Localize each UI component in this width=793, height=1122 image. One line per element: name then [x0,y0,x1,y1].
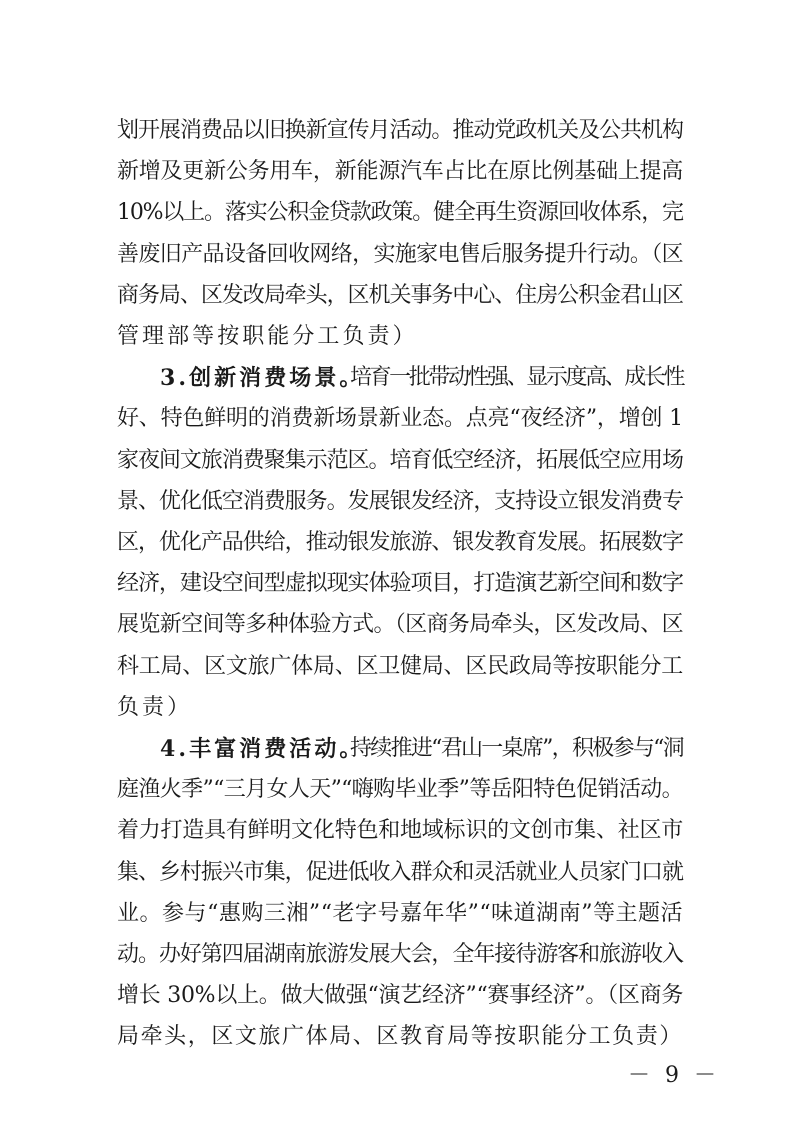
text-line [0,976,793,1016]
section-heading: 3.创新消费场景。 [160,365,365,391]
text-line [0,770,793,810]
paragraph-text: 持续推进“君山一桌席”，积极参与“洞 [350,736,683,761]
paragraph-text: 商务局、区发改局牵头，区机关事务中心、住房公积金君山区 [117,283,683,308]
paragraph-text: 区，优化产品供给，推动银发旅游、银发教育发展。拓展数字 [117,530,683,555]
text-line [0,811,793,851]
paragraph-text: 经济，建设空间型虚拟现实体验项目，打造演艺新空间和数字 [117,571,683,596]
text-line [0,688,793,728]
text-line [0,111,793,151]
text-line [0,358,793,398]
text-line [0,317,793,357]
paragraph-text: 10%以上。落实公积金贷款政策。健全再生资源回收体系，完 [117,200,683,225]
text-line [0,647,793,687]
text-line [0,482,793,522]
text-line [0,564,793,604]
paragraph-text: 增长 30%以上。做大做强“演艺经济”“赛事经济”。（区商务 [117,983,684,1008]
text-line [0,605,793,645]
paragraph-text: 家夜间文旅消费聚集示范区。培育低空经济，拓展低空应用场 [117,448,683,473]
text-line [0,729,793,769]
paragraph-text: 科工局、区文旅广体局、区卫健局、区民政局等按职能分工 [117,654,684,679]
section-heading: 4.丰富消费活动。 [160,736,365,762]
paragraph-text: 善废旧产品设备回收网络，实施家电售后服务提升行动。（区 [117,242,683,267]
paragraph-text: 新增及更新公务用车，新能源汽车占比在原比例基础上提高 [117,159,684,184]
paragraph-text: 动。办好第四届湖南旅游发展大会，全年接待游客和旅游收入 [117,942,683,967]
paragraph-text: 集、乡村振兴市集，促进低收入群众和灵活就业人员家门口就 [117,860,683,885]
paragraph-text: 管理部等按职能分工负责） [117,324,418,349]
text-line [0,894,793,934]
text-line [0,152,793,192]
paragraph-text: 展览新空间等多种体验方式。（区商务局牵头，区发改局、区 [117,612,683,637]
text-line [0,441,793,481]
page-number: － 9 － [628,1063,720,1088]
text-line [0,1017,793,1057]
text-line [0,276,793,316]
paragraph-text: 负责） [117,695,193,720]
text-line [0,853,793,893]
text-line [0,935,793,975]
text-line [0,523,793,563]
text-line [0,235,793,275]
paragraph-text: 业。参与“惠购三湘”“老字号嘉年华”“味道湖南”等主题活 [117,901,684,926]
text-line [0,399,793,439]
paragraph-text: 好、特色鲜明的消费新场景新业态。点亮“夜经济”，增创 1 [117,406,683,431]
paragraph-text: 庭渔火季”“三月女人天”“嗨购毕业季”等岳阳特色促销活动。 [117,777,683,802]
paragraph-text: 着力打造具有鲜明文化特色和地域标识的文创市集、社区市 [117,818,684,843]
paragraph-text: 培育一批带动性强、显示度高、成长性 [350,365,684,390]
paragraph-text: 划开展消费品以旧换新宣传月活动。推动党政机关及公共机构 [117,118,683,143]
paragraph-text: 局牵头，区文旅广体局、区教育局等按职能分工负责） [117,1024,683,1049]
paragraph-text: 景、优化低空消费服务。发展银发经济，支持设立银发消费专 [117,489,683,514]
text-line [0,193,793,233]
